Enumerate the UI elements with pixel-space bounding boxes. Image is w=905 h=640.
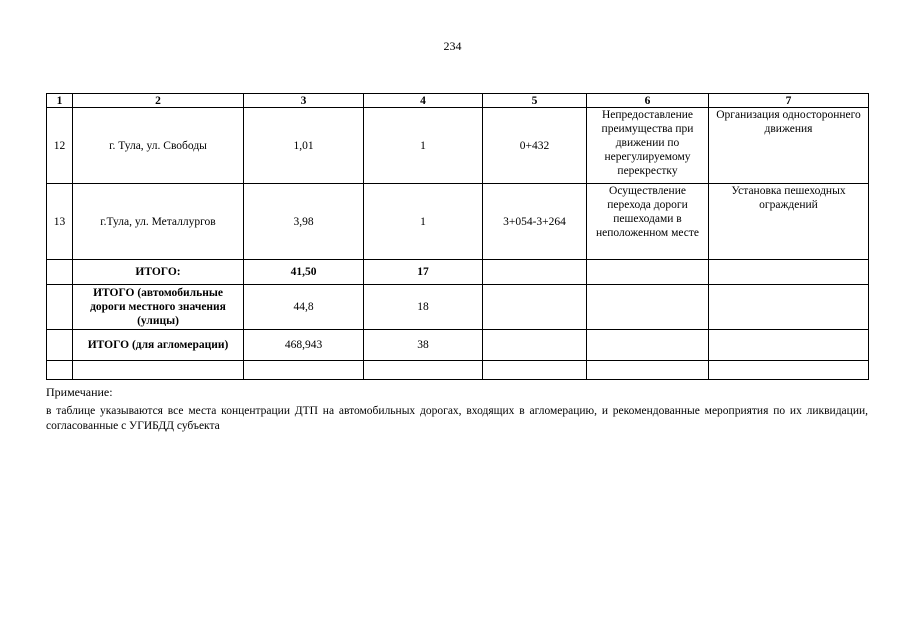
total-row	[47, 330, 869, 361]
measure-cell: Установка пешеходных ограждений	[709, 184, 869, 260]
column-header: 3	[244, 94, 364, 108]
total-count: 18	[364, 285, 483, 330]
empty-cell	[709, 330, 869, 361]
km-cell: 3+054-3+264	[483, 184, 587, 260]
empty-cell	[709, 361, 869, 380]
empty-cell	[364, 361, 483, 380]
km-cell: 0+432	[483, 108, 587, 184]
column-header: 6	[587, 94, 709, 108]
cause-cell: Осуществление перехода дороги пешеходами в неположенном месте	[587, 184, 709, 260]
total-row	[47, 260, 869, 285]
cause-cell: Непредоставление преимущества при движении по нерегулируемому перекрестку	[587, 108, 709, 184]
location-cell: г. Тула, ул. Свободы	[73, 108, 244, 184]
note-title: Примечание:	[46, 385, 113, 399]
total-label: ИТОГО (автомобильные дороги местного значения (улицы)	[73, 285, 244, 330]
row-number: 12	[47, 108, 73, 184]
empty-cell	[587, 361, 709, 380]
empty-cell	[483, 285, 587, 330]
total-label: ИТОГО:	[73, 260, 244, 285]
empty-cell	[47, 260, 73, 285]
empty-cell	[73, 361, 244, 380]
empty-cell	[47, 361, 73, 380]
empty-cell	[47, 330, 73, 361]
column-header: 2	[73, 94, 244, 108]
page-number: 234	[443, 39, 462, 53]
empty-row	[47, 361, 869, 380]
length-cell: 1,01	[244, 108, 364, 184]
total-length: 468,943	[244, 330, 364, 361]
column-header: 1	[47, 94, 73, 108]
measure-cell: Организация одностороннего движения	[709, 108, 869, 184]
empty-cell	[587, 330, 709, 361]
table-row	[47, 184, 869, 260]
empty-cell	[47, 285, 73, 330]
row-number: 13	[47, 184, 73, 260]
length-cell: 3,98	[244, 184, 364, 260]
empty-cell	[483, 330, 587, 361]
accident-sites-table	[46, 93, 869, 380]
empty-cell	[709, 285, 869, 330]
total-label: ИТОГО (для агломерации)	[73, 330, 244, 361]
empty-cell	[244, 361, 364, 380]
table-header-row	[47, 94, 869, 108]
empty-cell	[483, 260, 587, 285]
column-header: 5	[483, 94, 587, 108]
note-text: в таблице указываются все места концентрации ДТП на автомобильных дорогах, входящих в агломерацию, и рекомендованные мероприятия по их ликвидации, согласованные с УГИБДД субъекта	[46, 405, 868, 432]
total-count: 38	[364, 330, 483, 361]
table-row	[47, 108, 869, 184]
empty-cell	[483, 361, 587, 380]
total-row	[47, 285, 869, 330]
total-count: 17	[364, 260, 483, 285]
empty-cell	[587, 260, 709, 285]
count-cell: 1	[364, 184, 483, 260]
count-cell: 1	[364, 108, 483, 184]
location-cell: г.Тула, ул. Металлургов	[73, 184, 244, 260]
column-header: 4	[364, 94, 483, 108]
total-length: 44,8	[244, 285, 364, 330]
empty-cell	[587, 285, 709, 330]
column-header: 7	[709, 94, 869, 108]
total-length: 41,50	[244, 260, 364, 285]
empty-cell	[709, 260, 869, 285]
